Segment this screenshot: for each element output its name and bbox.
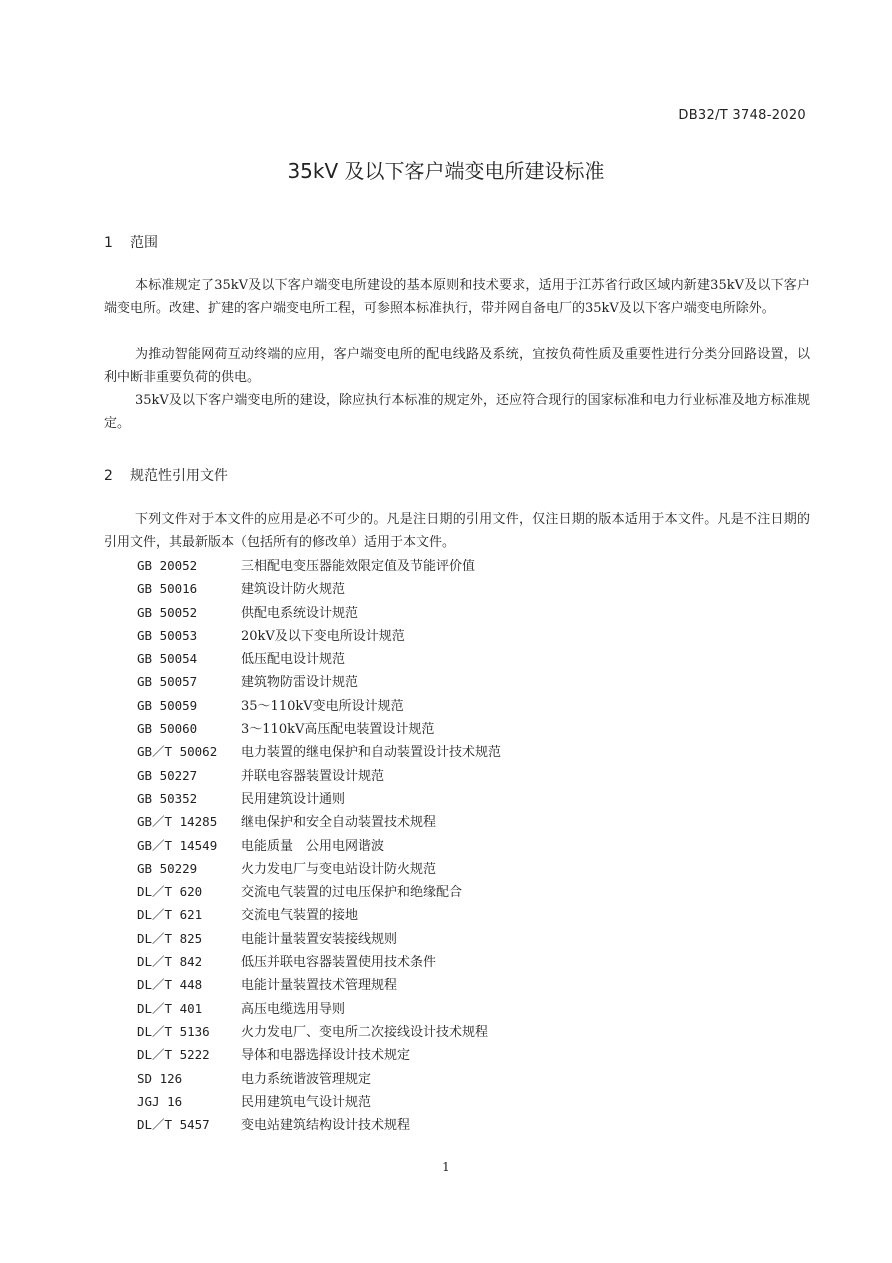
- section-heading-scope: [104, 232, 158, 252]
- reference-title: 交流电气装置的接地: [241, 908, 359, 924]
- reference-code: DL／T 842: [137, 954, 203, 970]
- section-title: 范围: [130, 235, 158, 251]
- reference-item: [137, 880, 501, 903]
- reference-item: [137, 997, 501, 1020]
- reference-item: [137, 577, 501, 600]
- reference-title: 建筑物防雷设计规范: [241, 675, 359, 691]
- scope-paragraph-1: 本标准规定了35kV及以下客户端变电所建设的基本原则和技术要求，适用于江苏省行政区域内新建35kV及以下客户端变电所。改建、扩建的客户端变电所工程，可参照本标准执行，带并网自备电厂的35kV及以下客户端变电所除外。: [104, 278, 810, 316]
- reference-code: GB 50229: [137, 860, 198, 876]
- reference-code: DL／T 401: [137, 1000, 203, 1016]
- reference-code: GB／T 14285: [137, 814, 218, 830]
- reference-item: [137, 810, 501, 833]
- reference-item: [137, 740, 501, 763]
- reference-code: GB／T 14549: [137, 837, 218, 853]
- reference-item: [137, 1113, 501, 1136]
- reference-item: [137, 647, 501, 670]
- reference-item: [137, 601, 501, 624]
- reference-item: [137, 1090, 501, 1113]
- reference-item: [137, 1067, 501, 1090]
- reference-title: 电能质量 公用电网谐波: [241, 838, 385, 854]
- reference-title: 电能计量装置技术管理规程: [241, 978, 398, 994]
- reference-code: DL／T 825: [137, 930, 203, 946]
- reference-title: 低压并联电容器装置使用技术条件: [241, 955, 437, 971]
- reference-code: GB 50052: [137, 604, 198, 620]
- reference-title: 20kV及以下变电所设计规范: [241, 628, 405, 644]
- reference-title: 3～110kV高压配电装置设计规范: [241, 722, 435, 738]
- reference-code: GB 50227: [137, 767, 198, 783]
- reference-item: [137, 973, 501, 996]
- reference-code: DL／T 448: [137, 977, 203, 993]
- standard-code: DB32/T 3748-2020: [678, 108, 806, 123]
- reference-code: GB／T 50062: [137, 744, 218, 760]
- reference-title: 火力发电厂与变电站设计防火规范: [241, 861, 437, 877]
- reference-item: [137, 787, 501, 810]
- reference-code: GB 20052: [137, 558, 198, 573]
- reference-list: [137, 554, 501, 1136]
- reference-title: 供配电系统设计规范: [241, 605, 359, 621]
- references-intro: 下列文件对于本文件的应用是必不可少的。凡是注日期的引用文件，仅注日期的版本适用于本文件。凡是不注日期的引用文件，其最新版本（包括所有的修改单）适用于本文件。: [104, 512, 810, 550]
- reference-code: GB 50060: [137, 721, 198, 737]
- reference-title: 建筑设计防火规范: [241, 582, 346, 598]
- reference-item: [137, 717, 501, 740]
- reference-title: 三相配电变压器能效限定值及节能评价值: [241, 559, 476, 574]
- reference-code: DL／T 5457: [137, 1117, 210, 1133]
- reference-title: 变电站建筑结构设计技术规程: [241, 1118, 411, 1134]
- reference-item: [137, 694, 501, 717]
- reference-title: 火力发电厂、变电所二次接线设计技术规程: [241, 1024, 489, 1040]
- reference-title: 电力装置的继电保护和自动装置设计技术规范: [241, 745, 502, 761]
- reference-item: [137, 670, 501, 693]
- reference-title: 导体和电器选择设计技术规定: [241, 1048, 411, 1064]
- reference-title: 低压配电设计规范: [241, 652, 346, 668]
- scope-paragraph-3: 35kV及以下客户端变电所的建设，除应执行本标准的规定外，还应符合现行的国家标准和电力行业标准及地方标准规定。: [104, 393, 810, 431]
- section-heading-references: [104, 465, 228, 485]
- scope-paragraph-2: 为推动智能网荷互动终端的应用，客户端变电所的配电线路及系统，宜按负荷性质及重要性进行分类分回路设置，以利中断非重要负荷的供电。: [104, 347, 810, 385]
- reference-code: GB 50016: [137, 581, 198, 597]
- reference-item: [137, 834, 501, 857]
- reference-item: [137, 927, 501, 950]
- reference-item: [137, 624, 501, 647]
- reference-code: DL／T 5222: [137, 1047, 210, 1063]
- reference-title: 高压电缆选用导则: [241, 1001, 346, 1017]
- reference-item: [137, 950, 501, 973]
- section-number: 2: [104, 468, 113, 484]
- reference-code: GB 50057: [137, 674, 198, 690]
- reference-item: [137, 1020, 501, 1043]
- reference-code: JGJ 16: [137, 1093, 183, 1109]
- reference-code: GB 50053: [137, 627, 198, 643]
- reference-code: GB 50054: [137, 651, 198, 667]
- section-number: 1: [104, 235, 113, 251]
- reference-title: 交流电气装置的过电压保护和绝缘配合: [241, 885, 463, 901]
- document-title: 35kV 及以下客户端变电所建设标准: [287, 159, 605, 183]
- reference-title: 电力系统谐波管理规定: [241, 1071, 372, 1087]
- reference-item: [137, 1043, 501, 1066]
- reference-code: DL／T 5136: [137, 1023, 210, 1039]
- reference-code: DL／T 620: [137, 884, 203, 900]
- reference-title: 民用建筑电气设计规范: [241, 1094, 372, 1110]
- reference-item: [137, 554, 501, 577]
- section-title: 规范性引用文件: [130, 468, 228, 484]
- reference-item: [137, 903, 501, 926]
- reference-title: 民用建筑设计通则: [241, 791, 346, 807]
- reference-title: 35～110kV变电所设计规范: [241, 698, 404, 714]
- reference-item: [137, 857, 501, 880]
- reference-code: SD 126: [137, 1070, 183, 1086]
- reference-code: GB 50352: [137, 790, 198, 806]
- reference-code: GB 50059: [137, 697, 198, 713]
- reference-title: 电能计量装置安装接线规则: [241, 931, 398, 947]
- reference-title: 并联电容器装置设计规范: [241, 768, 385, 784]
- reference-item: [137, 764, 501, 787]
- reference-code: DL／T 621: [137, 907, 203, 923]
- page-number: 1: [442, 1160, 450, 1174]
- reference-title: 继电保护和安全自动装置技术规程: [241, 815, 437, 831]
